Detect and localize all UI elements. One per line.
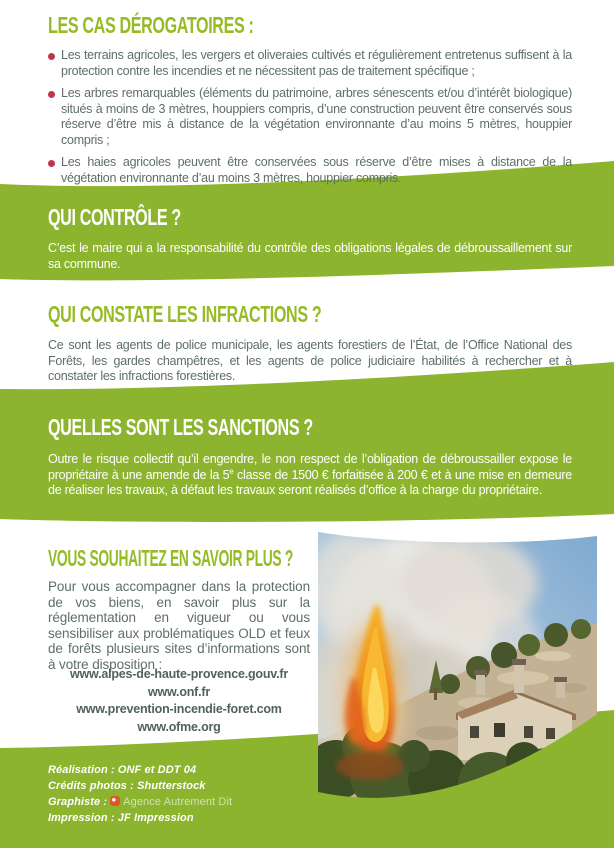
section-title-sanctions: QUELLES SONT LES SANCTIONS ? bbox=[48, 414, 313, 440]
credit-graphiste bbox=[48, 795, 232, 811]
list-item bbox=[48, 155, 572, 186]
savoir-plus-body: Pour vous accompagner dans la protection de vos biens, en savoir plus sur la réglementation en vigueur ou vous sensibiliser aux problématiques OLD et feux de forêts plusieurs sites d’informations sont à votre disposition : bbox=[48, 579, 310, 672]
infractions-body: Ce sont les agents de police municipale, les agents forestiers de l’État, de l’Office National des Forêts, les gardes champêtres, et les agents de police judiciaire habilités à rechercher et à constater les infractions forestières. bbox=[48, 338, 572, 383]
credit-graphiste-label: Graphiste : bbox=[48, 796, 108, 808]
derogatoires-bullet-list bbox=[48, 48, 572, 193]
credit-impression: Impression : JF Impression bbox=[48, 812, 194, 824]
info-links bbox=[48, 666, 310, 736]
qui-controle-body: C’est le maire qui a la responsabilité du contrôle des obligations légales de débroussaillement sur sa commune. bbox=[48, 241, 572, 271]
link-onf[interactable]: www.onf.fr bbox=[147, 684, 211, 699]
forest-fire-photo bbox=[318, 528, 597, 813]
agence-autrement-dit-logo-icon bbox=[110, 796, 120, 806]
section-title-savoir-plus: VOUS SOUHAITEZ EN SAVOIR PLUS ? bbox=[48, 545, 294, 571]
bullet-text: Les haies agricoles peuvent être conservées sous réserve d’être mises à distance de la végétation environnante d’au moins 3 mètres, houppier compris. bbox=[61, 155, 572, 185]
link-prevention-incendie-foret[interactable]: www.prevention-incendie-foret.com bbox=[76, 702, 282, 716]
bullet-text: Les arbres remarquables (éléments du patrimoine, arbres sénescents et/ou d’intérêt biologique) situés à moins de 3 mètres, houppiers compris, d’une construction peuvent être conservés sous réserve d’être mis à distance de la végétation environnante d’au moins 5 mètres, houppier compris ; bbox=[61, 86, 572, 147]
link-alpes-de-haute-provence[interactable]: www.alpes-de-haute-provence.gouv.fr bbox=[69, 667, 289, 681]
sanctions-body bbox=[48, 452, 572, 499]
bullet-dot-icon bbox=[48, 160, 55, 167]
credits-block bbox=[48, 763, 232, 827]
bullet-text: Les terrains agricoles, les vergers et oliveraies cultivés et régulièrement entretenus suffisent à la protection contre les incendies et ne nécessitent pas de traitement spécifique ; bbox=[61, 48, 572, 78]
sanctions-body-part2: classe de 1500 € forfaitisée à 200 € et à une mise en demeure de réaliser les travaux, à défaut les travaux seront réalisés d’office à la charge du propriétaire. bbox=[48, 467, 572, 497]
link-ofme[interactable]: www.ofme.org bbox=[137, 719, 221, 734]
sanctions-superscript: e bbox=[229, 466, 234, 476]
bullet-dot-icon bbox=[48, 91, 55, 98]
section-title-infractions: QUI CONSTATE LES INFRACTIONS ? bbox=[48, 301, 322, 327]
section-title-cas-derogatoires: LES CAS DÉROGATOIRES : bbox=[48, 12, 254, 38]
list-item bbox=[48, 48, 572, 79]
sanctions-body-part1: Outre le risque collectif qu’il engendre, le non respect de l’obligation de débroussailler expose le propriétaire à une amende de la 5 bbox=[48, 452, 572, 482]
credit-realisation: Réalisation : ONF et DDT 04 bbox=[48, 764, 197, 776]
credit-graphiste-value: Agence Autrement Dit bbox=[123, 796, 233, 808]
section-title-qui-controle: QUI CONTRÔLE ? bbox=[48, 204, 181, 230]
list-item bbox=[48, 86, 572, 148]
credit-photos: Crédits photos : Shutterstock bbox=[48, 780, 206, 792]
bullet-dot-icon bbox=[48, 53, 55, 60]
